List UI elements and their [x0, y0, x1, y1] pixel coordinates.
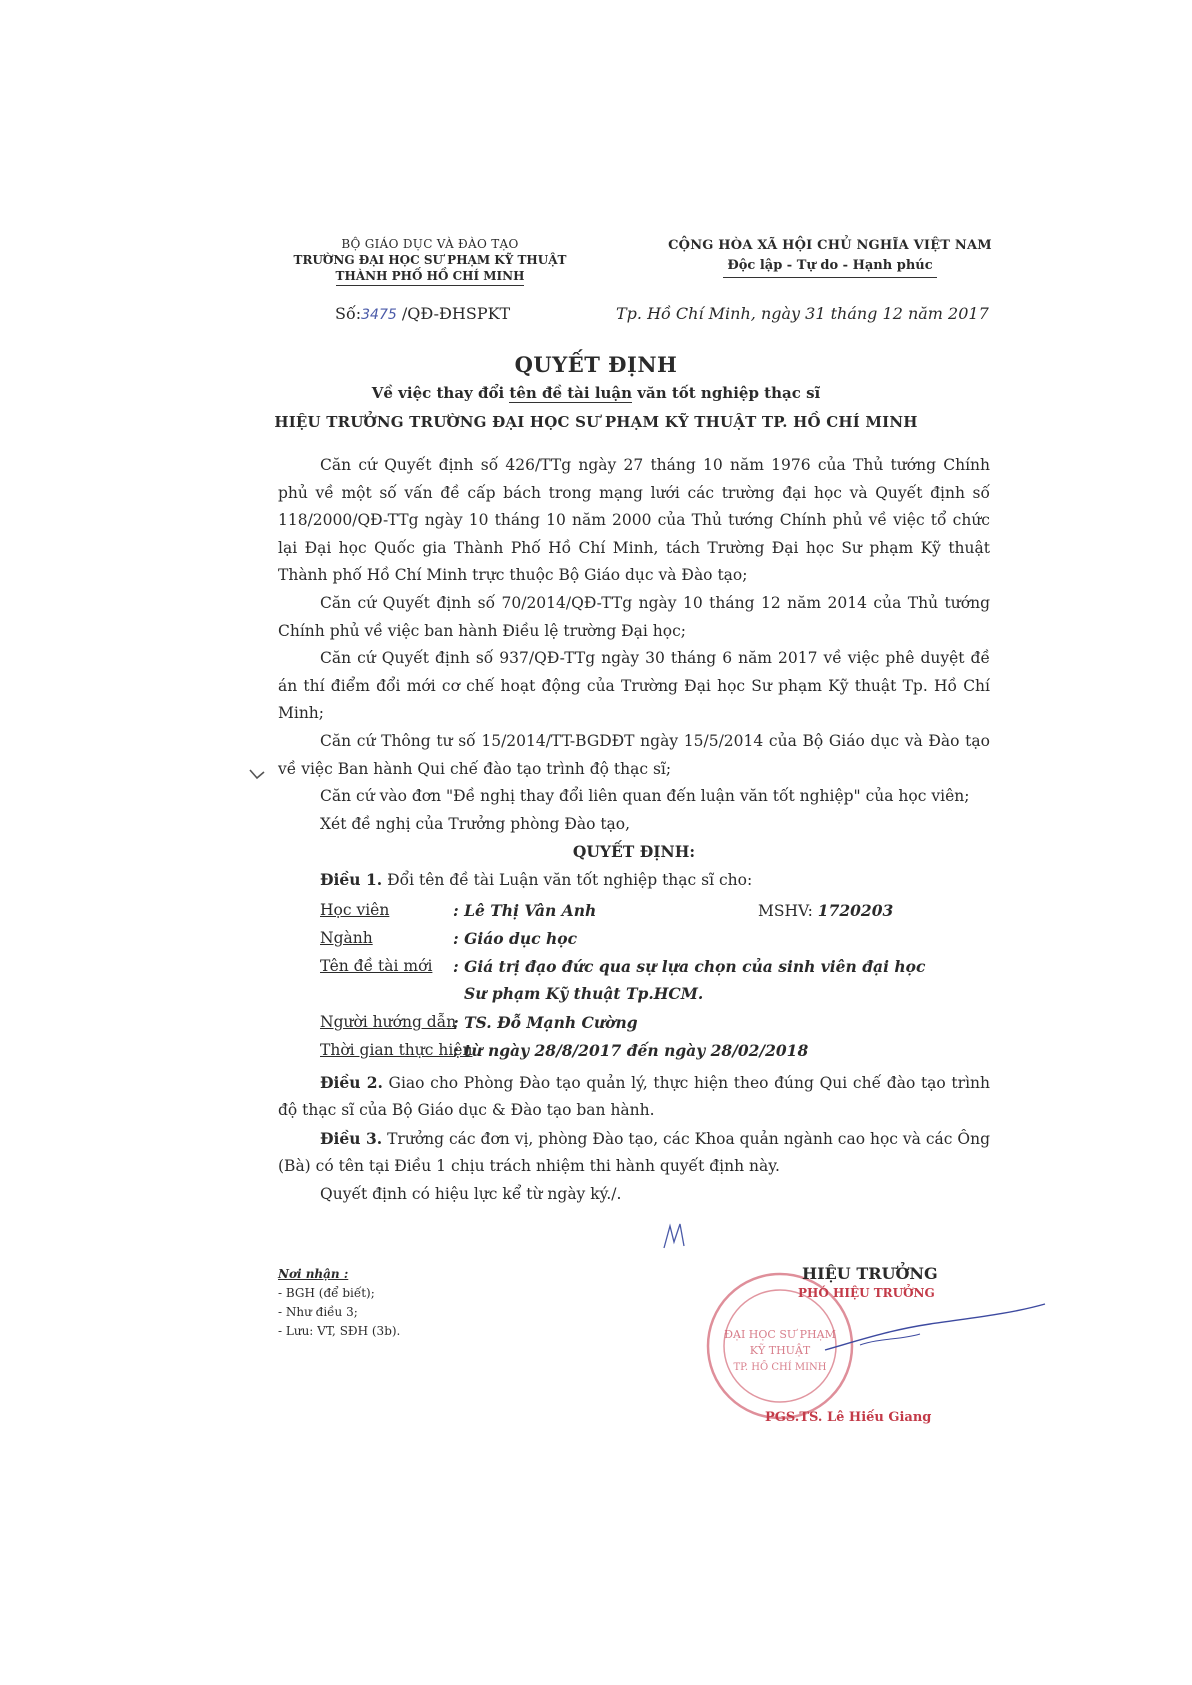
mshv: MSHV: 1720203: [758, 900, 894, 920]
issuing-authority: HIỆU TRƯỞNG TRƯỜNG ĐẠI HỌC SƯ PHẠM KỸ THUẬT TP. HỒ CHÍ MINH: [274, 413, 918, 431]
signature-scribble-icon: [820, 1300, 1050, 1360]
recipients-heading: Nơi nhận :: [278, 1267, 349, 1281]
issuer-block: [285, 236, 575, 286]
initials-mark-icon: [660, 1220, 690, 1252]
ministry-name: BỘ GIÁO DỤC VÀ ĐÀO TẠO: [341, 237, 519, 251]
recipient-item: - BGH (để biết);: [278, 1286, 375, 1300]
recipients-block: [278, 1265, 400, 1341]
national-motto: Độc lập - Tự do - Hạnh phúc: [723, 256, 936, 278]
svg-text:TP. HỒ CHÍ MINH: TP. HỒ CHÍ MINH: [733, 1362, 827, 1373]
document-title: QUYẾT ĐỊNH: [514, 352, 678, 377]
detail-row-student: Học viên : Lê Thị Vân Anh MSHV: 1720203: [278, 897, 990, 925]
detail-row-topic: Tên đề tài mới : Giá trị đạo đức qua sự lựa chọn của sinh viên đại học Sư phạm Kỹ thuật Tp.HCM.: [320, 956, 926, 1003]
recipient-item: - Lưu: VT, SĐH (3b).: [278, 1324, 401, 1338]
document-date: Tp. Hồ Chí Minh, ngày 31 tháng 12 năm 2017: [616, 304, 989, 323]
signatory-name: PGS.TS. Lê Hiếu Giang: [765, 1410, 932, 1425]
legal-basis-2: Căn cứ Quyết định số 70/2014/QĐ-TTg ngày 10 tháng 12 năm 2014 của Thủ tướng Chính phủ về việc ban hành Điều lệ trường Đại học;: [278, 593, 990, 640]
country-name: CỘNG HÒA XÃ HỘI CHỦ NGHĨA VIỆT NAM: [668, 238, 992, 253]
proposal-line: Xét đề nghị của Trưởng phòng Đào tạo,: [320, 814, 631, 833]
decision-heading: QUYẾT ĐỊNH:: [572, 842, 696, 862]
article-2: Điều 2. Giao cho Phòng Đào tạo quản lý, thực hiện theo đúng Qui chế đào tạo trình độ thạc sĩ của Bộ Giáo dục & Đào tạo ban hành.: [278, 1072, 990, 1120]
document-subtitle: Về việc thay đổi tên đề tài luận văn tốt nghiệp thạc sĩ: [371, 384, 821, 402]
legal-basis-3: Căn cứ Quyết định số 937/QĐ-TTg ngày 30 tháng 6 năm 2017 về việc phê duyệt đề án thí điểm đổi mới cơ chế hoạt động của Trường Đại học Sư phạm Kỹ thuật Tp. Hồ Chí Minh;: [278, 649, 990, 723]
legal-basis-5: Căn cứ vào đơn "Đề nghị thay đổi liên quan đến luận văn tốt nghiệp" của học viên;: [320, 787, 970, 806]
national-heading: [640, 236, 1020, 278]
effective-clause: Quyết định có hiệu lực kể từ ngày ký./.: [320, 1184, 622, 1203]
signatory-title: HIỆU TRƯỞNG: [802, 1264, 938, 1283]
margin-mark-icon: [248, 766, 266, 780]
article-1: Điều 1. Đổi tên đề tài Luận văn tốt nghiệp thạc sĩ cho:: [320, 869, 753, 889]
legal-basis-1: Căn cứ Quyết định số 426/TTg ngày 27 tháng 10 năm 1976 của Thủ tướng Chính phủ về một số vấn đề cấp bách trong mạng lưới các trường đại học và Quyết định số 118/2000/QĐ-TTg ngày 10 tháng 10 năm 2000 của Thủ tướng Chính phủ về việc tổ chức lại Đại học Quốc gia Thành Phố Hồ Chí Minh, tách Trường Đại học Sư phạm Kỹ thuật Thành phố Hồ Chí Minh trực thuộc Bộ Giáo dục và Đào tạo;: [278, 456, 990, 585]
document-body: [278, 452, 990, 1208]
detail-row-period: Thời gian thực hiện : từ ngày 28/8/2017 đến ngày 28/02/2018: [320, 1040, 809, 1060]
handwritten-number: 3475: [361, 307, 397, 323]
document-number: Số:3475 /QĐ-ĐHSPKT: [335, 304, 511, 323]
legal-basis-4: Căn cứ Thông tư số 15/2014/TT-BGDĐT ngày 15/5/2014 của Bộ Giáo dục và Đào tạo về việc Ban hành Qui chế đào tạo trình độ thạc sĩ;: [278, 731, 990, 778]
detail-row-advisor: Người hướng dẫn : TS. Đỗ Mạnh Cường: [320, 1012, 638, 1032]
recipient-item: - Như điều 3;: [278, 1305, 358, 1319]
school-name-line1: TRƯỜNG ĐẠI HỌC SƯ PHẠM KỸ THUẬT: [293, 253, 567, 267]
student-details: [278, 895, 990, 1115]
article-3: Điều 3. Trưởng các đơn vị, phòng Đào tạo, các Khoa quản ngành cao học và các Ông (Bà) có tên tại Điều 1 chịu trách nhiệm thi hành quyết định này.: [278, 1128, 990, 1176]
signatory-subtitle: PHÓ HIỆU TRƯỞNG: [798, 1286, 935, 1300]
svg-text:KỸ THUẬT: KỸ THUẬT: [749, 1344, 811, 1357]
school-name-line2: THÀNH PHỐ HỒ CHÍ MINH: [336, 268, 525, 286]
detail-row-major: Ngành : Giáo dục học: [320, 928, 578, 948]
svg-text:ĐẠI HỌC SƯ PHẠM: ĐẠI HỌC SƯ PHẠM: [724, 1328, 836, 1341]
